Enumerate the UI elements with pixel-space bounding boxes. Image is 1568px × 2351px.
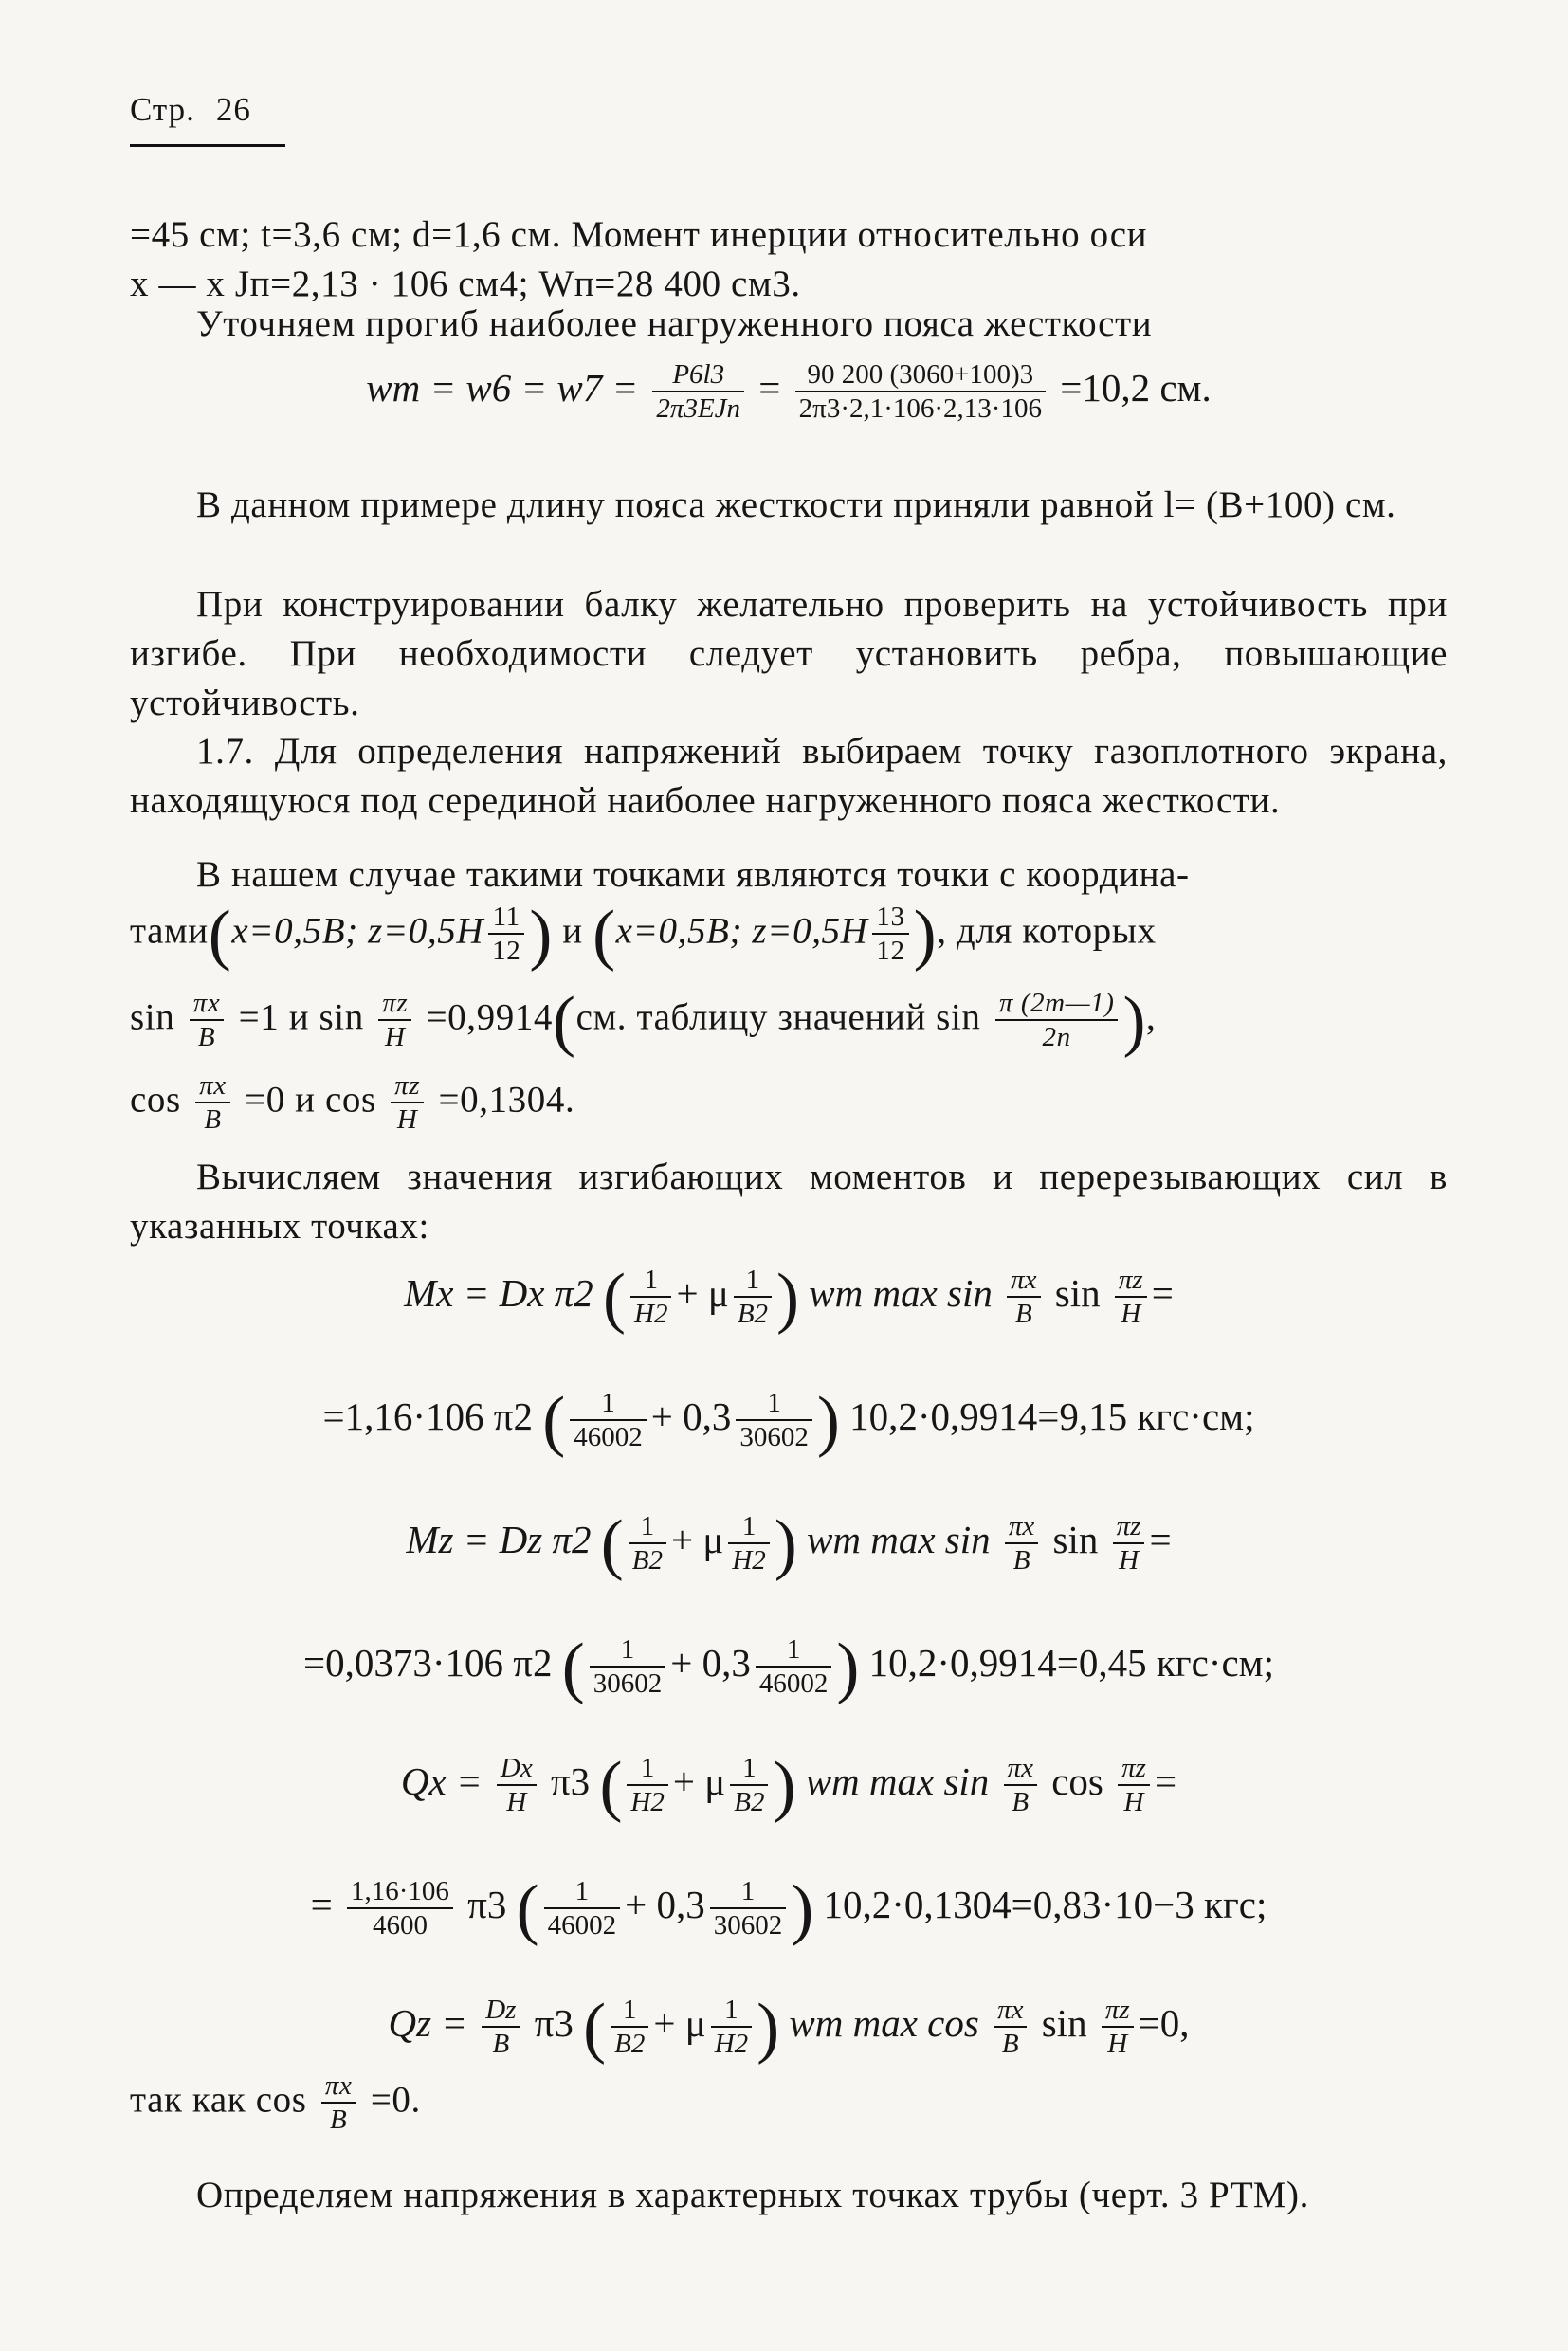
- page-number: 26: [215, 91, 251, 128]
- sin-values-line: sin $\frac{\pi x}{B}$ =1 и sin $\frac{\pi z}{H}$ =0,9914(см. таблицу значений sin $\frac{\pi (2m—1)}{2n}$ ),: [130, 982, 1157, 1059]
- paragraph-refine: Уточняем прогиб наиболее нагруженного пояса жесткости: [196, 303, 1153, 344]
- page-label: Стр.: [130, 91, 195, 128]
- equation-mx: Mx = Dx π2 ( $\frac{1}{H2}$ + μ $\frac{1}{B2}$ ) wm max sin $\frac{\pi x}{B}$ sin $\frac{\pi z}{H}$ =: [404, 1259, 1174, 1336]
- coords-line: тами(x=0,5B; z=0,5H $\frac{11}{12}$ ) и (x=0,5B; z=0,5H $\frac{13}{12}$ ), для которых: [130, 896, 1157, 973]
- cos-values-line: cos $\frac{\pi x}{B}$ =0 и cos $\frac{\pi z}{H}$ =0,1304.: [130, 1070, 575, 1136]
- equation-mx-value: =1,16·106 π2 ( $\frac{1}{46002}$ + 0,3 $\frac{1}{30602}$ ) 10,2·0,9914=9,15 кгс·см;: [322, 1382, 1255, 1459]
- paragraph-case: В нашем случае такими точками являются точки с координа-: [196, 854, 1190, 895]
- paragraph-design: При конструировании балку желательно проверить на устойчивость при изгибе. При необходимости следует установить ребра, повышающие устойчивость.: [130, 584, 1448, 723]
- equation-qx-value: = $\frac{1,16\cdot 106}{4600}$ π3 ( $\frac{1}{46002}$ + 0,3 $\frac{1}{30602}$ ) 10,2·0,1304=0,83·10−3 кгс;: [310, 1870, 1267, 1947]
- fraction: $\frac{90 200 (3060+100)3}{2\pi 3\cdot 2,1\cdot 106\cdot 2,13\cdot 106}$: [795, 360, 1046, 424]
- paragraph-compute: Вычисляем значения изгибающих моментов и перерезывающих сил в указанных точках:: [130, 1157, 1448, 1247]
- dimensions-line-1: =45 см; t=3,6 см; d=1,6 см. Момент инерции относительно оси: [130, 214, 1148, 255]
- eq-lhs: wm = w6 = w7 =: [366, 365, 639, 410]
- equation-deflection: wm = w6 = w7 = $\frac{P6l3}{\text{2π3EJп}}$ = $\frac{90 200 (3060+100)3}{2\pi 3\cdot 2,1\cdot 106\cdot 2,13\cdot 106}$ =10,2 см.: [366, 359, 1212, 425]
- fraction: $\frac{P6l3}{\text{2π3EJп}}$: [652, 360, 744, 424]
- paragraph-dimensions: [130, 210, 1448, 309]
- equation-qx: Qx = $\frac{Dx}{H}$ π3 ( $\frac{1}{H2}$ + μ $\frac{1}{B2}$ ) wm max sin $\frac{\pi x}{B}$ cos $\frac{\pi z}{H}$ =: [400, 1747, 1177, 1824]
- equation-qz: Qz = $\frac{Dz}{B}$ π3 ( $\frac{1}{B2}$ + μ $\frac{1}{H2}$ ) wm max cos $\frac{\pi x}{B}$ sin $\frac{\pi z}{H}$ =0,: [388, 1989, 1190, 2066]
- equation-mz-value: =0,0373·106 π2 ( $\frac{1}{30602}$ + 0,3 $\frac{1}{46002}$ ) 10,2·0,9914=0,45 кгс·см;: [303, 1629, 1274, 1705]
- paragraph-1-7: 1.7. Для определения напряжений выбираем точку газоплотного экрана, находящуюся под серединой наиболее нагруженного пояса жесткости.: [130, 731, 1448, 821]
- equation-mz: Mz = Dz π2 ( $\frac{1}{B2}$ + μ $\frac{1}{H2}$ ) wm max sin $\frac{\pi x}{B}$ sin $\frac{\pi z}{H}$ =: [406, 1505, 1172, 1582]
- header-rule: [130, 144, 285, 147]
- paragraph-final: Определяем напряжения в характерных точках трубы (черт. 3 РТМ).: [196, 2175, 1309, 2215]
- since-line: так как cos $\frac{\pi x}{B}$ =0.: [130, 2070, 421, 2136]
- dimensions-line-2: x — x Jп=2,13 · 106 см4; Wп=28 400 см3.: [130, 264, 801, 304]
- paragraph-example: В данном примере длину пояса жесткости приняли равной l= (B+100) см.: [196, 484, 1396, 525]
- page-header: [130, 91, 251, 129]
